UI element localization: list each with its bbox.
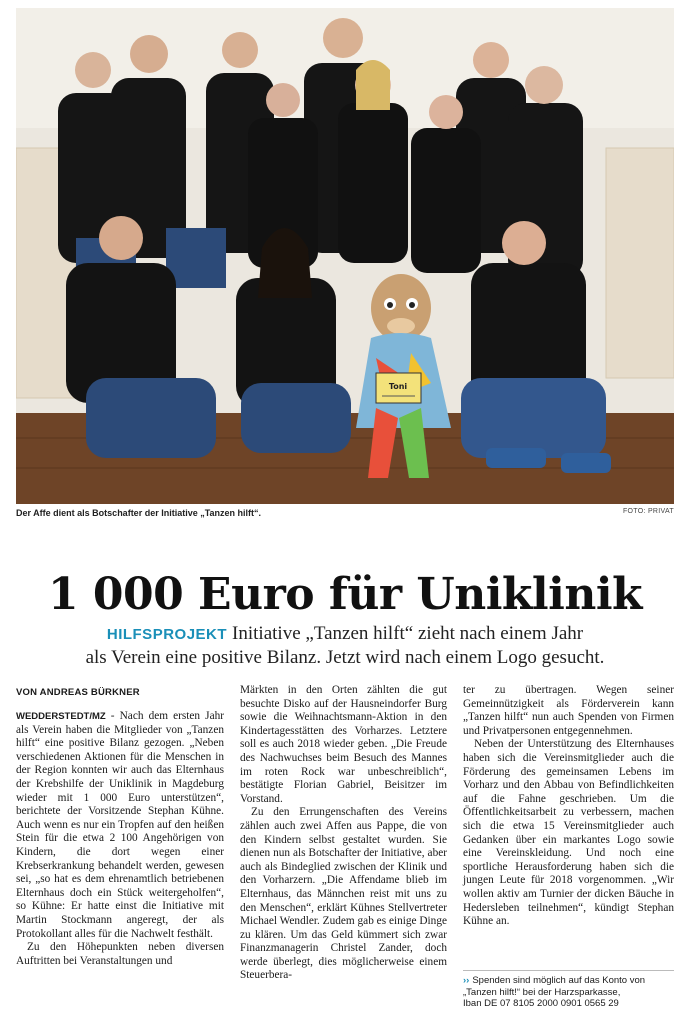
deck-kicker: HILFSPROJEKT bbox=[106, 626, 228, 643]
paragraph-text: - Nach dem ersten Jahr als Verein haben die Mitglieder von „Tanzen hilft“ eine positive Bilanz gezogen. „Neben verschiedenen Aktionen für die Menschen in der Region konnten wir auch das Elternhaus der Krebshilfe der Uniklinik in Magdeburg wieder mit 1 000 Euro unterstützen“, berichtete der Vorsitzende Stephan Kühne. Auch wenn es nur ein Tropfen auf den heißen Stein für die etwa 2 100 Angehörigen von Kindern, die dort wegen einer Krebserkrankung behandelt werden, gewesen sei, „so hat es dem ehrenamtlich betriebenen Elternhaus doch ein Stück weitergeholfen“, so Kühne: Er hatte einst die Initiative mit Martin Stockmann angeregt, der als Protokollant alles für die Nachwelt festhält. bbox=[16, 710, 224, 940]
donation-note bbox=[463, 970, 674, 1010]
paragraph bbox=[16, 710, 224, 941]
paragraph: Neben der Unterstützung des Elternhauses haben sich die Vereinsmitglieder auch die Förderung des gemeinsamen Lebens im Vorharz und den Abbau von Befindlichkeiten auf die Fahne geschrieben. Um die Öffentlichkeitsarbeit zu verbessern, machen sich die etwa 15 Vereinsmitglieder auch Gedanken über ein markantes Logo sowie eine Vereinskleidung. Und noch eine sportliche Herausforderung haben sich die jungen Leute für 2018 vorgenommen. „Wir wollen aktiv am Turnier der dicken Bäuche in Hedersleben teilnehmen“, kündigt Stephan Kühne an. bbox=[463, 738, 674, 928]
deck-line-2: als Verein eine positive Bilanz. Jetzt wird nach einem Logo gesucht. bbox=[85, 647, 605, 668]
headline: 1 000 Euro für Uniklinik bbox=[47, 569, 643, 621]
caption-text: Der Affe dient als Botschafter der Initiative „Tanzen hilft“. bbox=[16, 508, 262, 518]
article-column-3 bbox=[463, 684, 674, 929]
paragraph: Zu den Errungenschaften des Vereins zählen auch zwei Affen aus Pappe, die von den Kindern selbst gestaltet wurden. Sie dienen nun als Botschafter der Initiative, aber auch als Bindeglied zwischen der Klinik und den Vorharzern. „Die Affendame blieb im Elternhaus, das Männchen reist mit uns zu den Menschen“, erklärt Kühnes Stellvertreter Michael Wendler. Zudem gab es einige Dinge zu klären. Um das Geld kümmert sich zwar Finanzmanagerin Christel Zander, doch werde überlegt, dies möglicherweise einem Steuerbera- bbox=[240, 806, 447, 982]
arrow-icon: ›› bbox=[463, 975, 470, 986]
donation-note-line-1: Spenden sind möglich auf das Konto von „Tanzen hilft!“ bei der Harzsparkasse, bbox=[463, 975, 646, 998]
group-photo bbox=[16, 8, 674, 504]
deck bbox=[30, 622, 660, 669]
paragraph: Märkten in den Orten zählten die gut besuchte Disko auf der Hausneindorfer Burg sowie die Weihnachtsmann-Aktion in den Kindertagesstätten des Vorharzes. Letztere soll es auch 2018 wieder geben. „Die Freude des Nachwuchses beim Besuch des Mannes im roten Rock war unbeschreiblich“, bestätigte Florian Gabriel, Beisitzer im Vorstand. bbox=[240, 684, 447, 805]
donation-note-line-2: Iban DE 07 8105 2000 0901 0565 29 bbox=[463, 998, 619, 1009]
dateline: WEDDERSTEDT/MZ bbox=[16, 711, 106, 722]
paragraph: ter zu übertragen. Wegen seiner Gemeinnützigkeit als Förderverein kann „Tanzen hilft“ nun auch Spenden von Firmen und Privatpersonen entgegennehmen. bbox=[463, 684, 674, 737]
byline: VON ANDREAS BÜRKNER bbox=[16, 687, 140, 698]
monkey-sign-text: Toni bbox=[388, 382, 408, 391]
deck-line-1: Initiative „Tanzen hilft“ zieht nach einem Jahr bbox=[232, 623, 584, 644]
photo-illustration bbox=[16, 8, 674, 504]
article-column-2 bbox=[240, 684, 447, 983]
photo-caption bbox=[16, 508, 674, 522]
photo-credit: FOTO: PRIVAT bbox=[622, 508, 674, 515]
article-column-1 bbox=[16, 710, 224, 968]
paragraph: Zu den Höhepunkten neben diversen Auftritten bei Veranstaltungen und bbox=[16, 941, 224, 967]
